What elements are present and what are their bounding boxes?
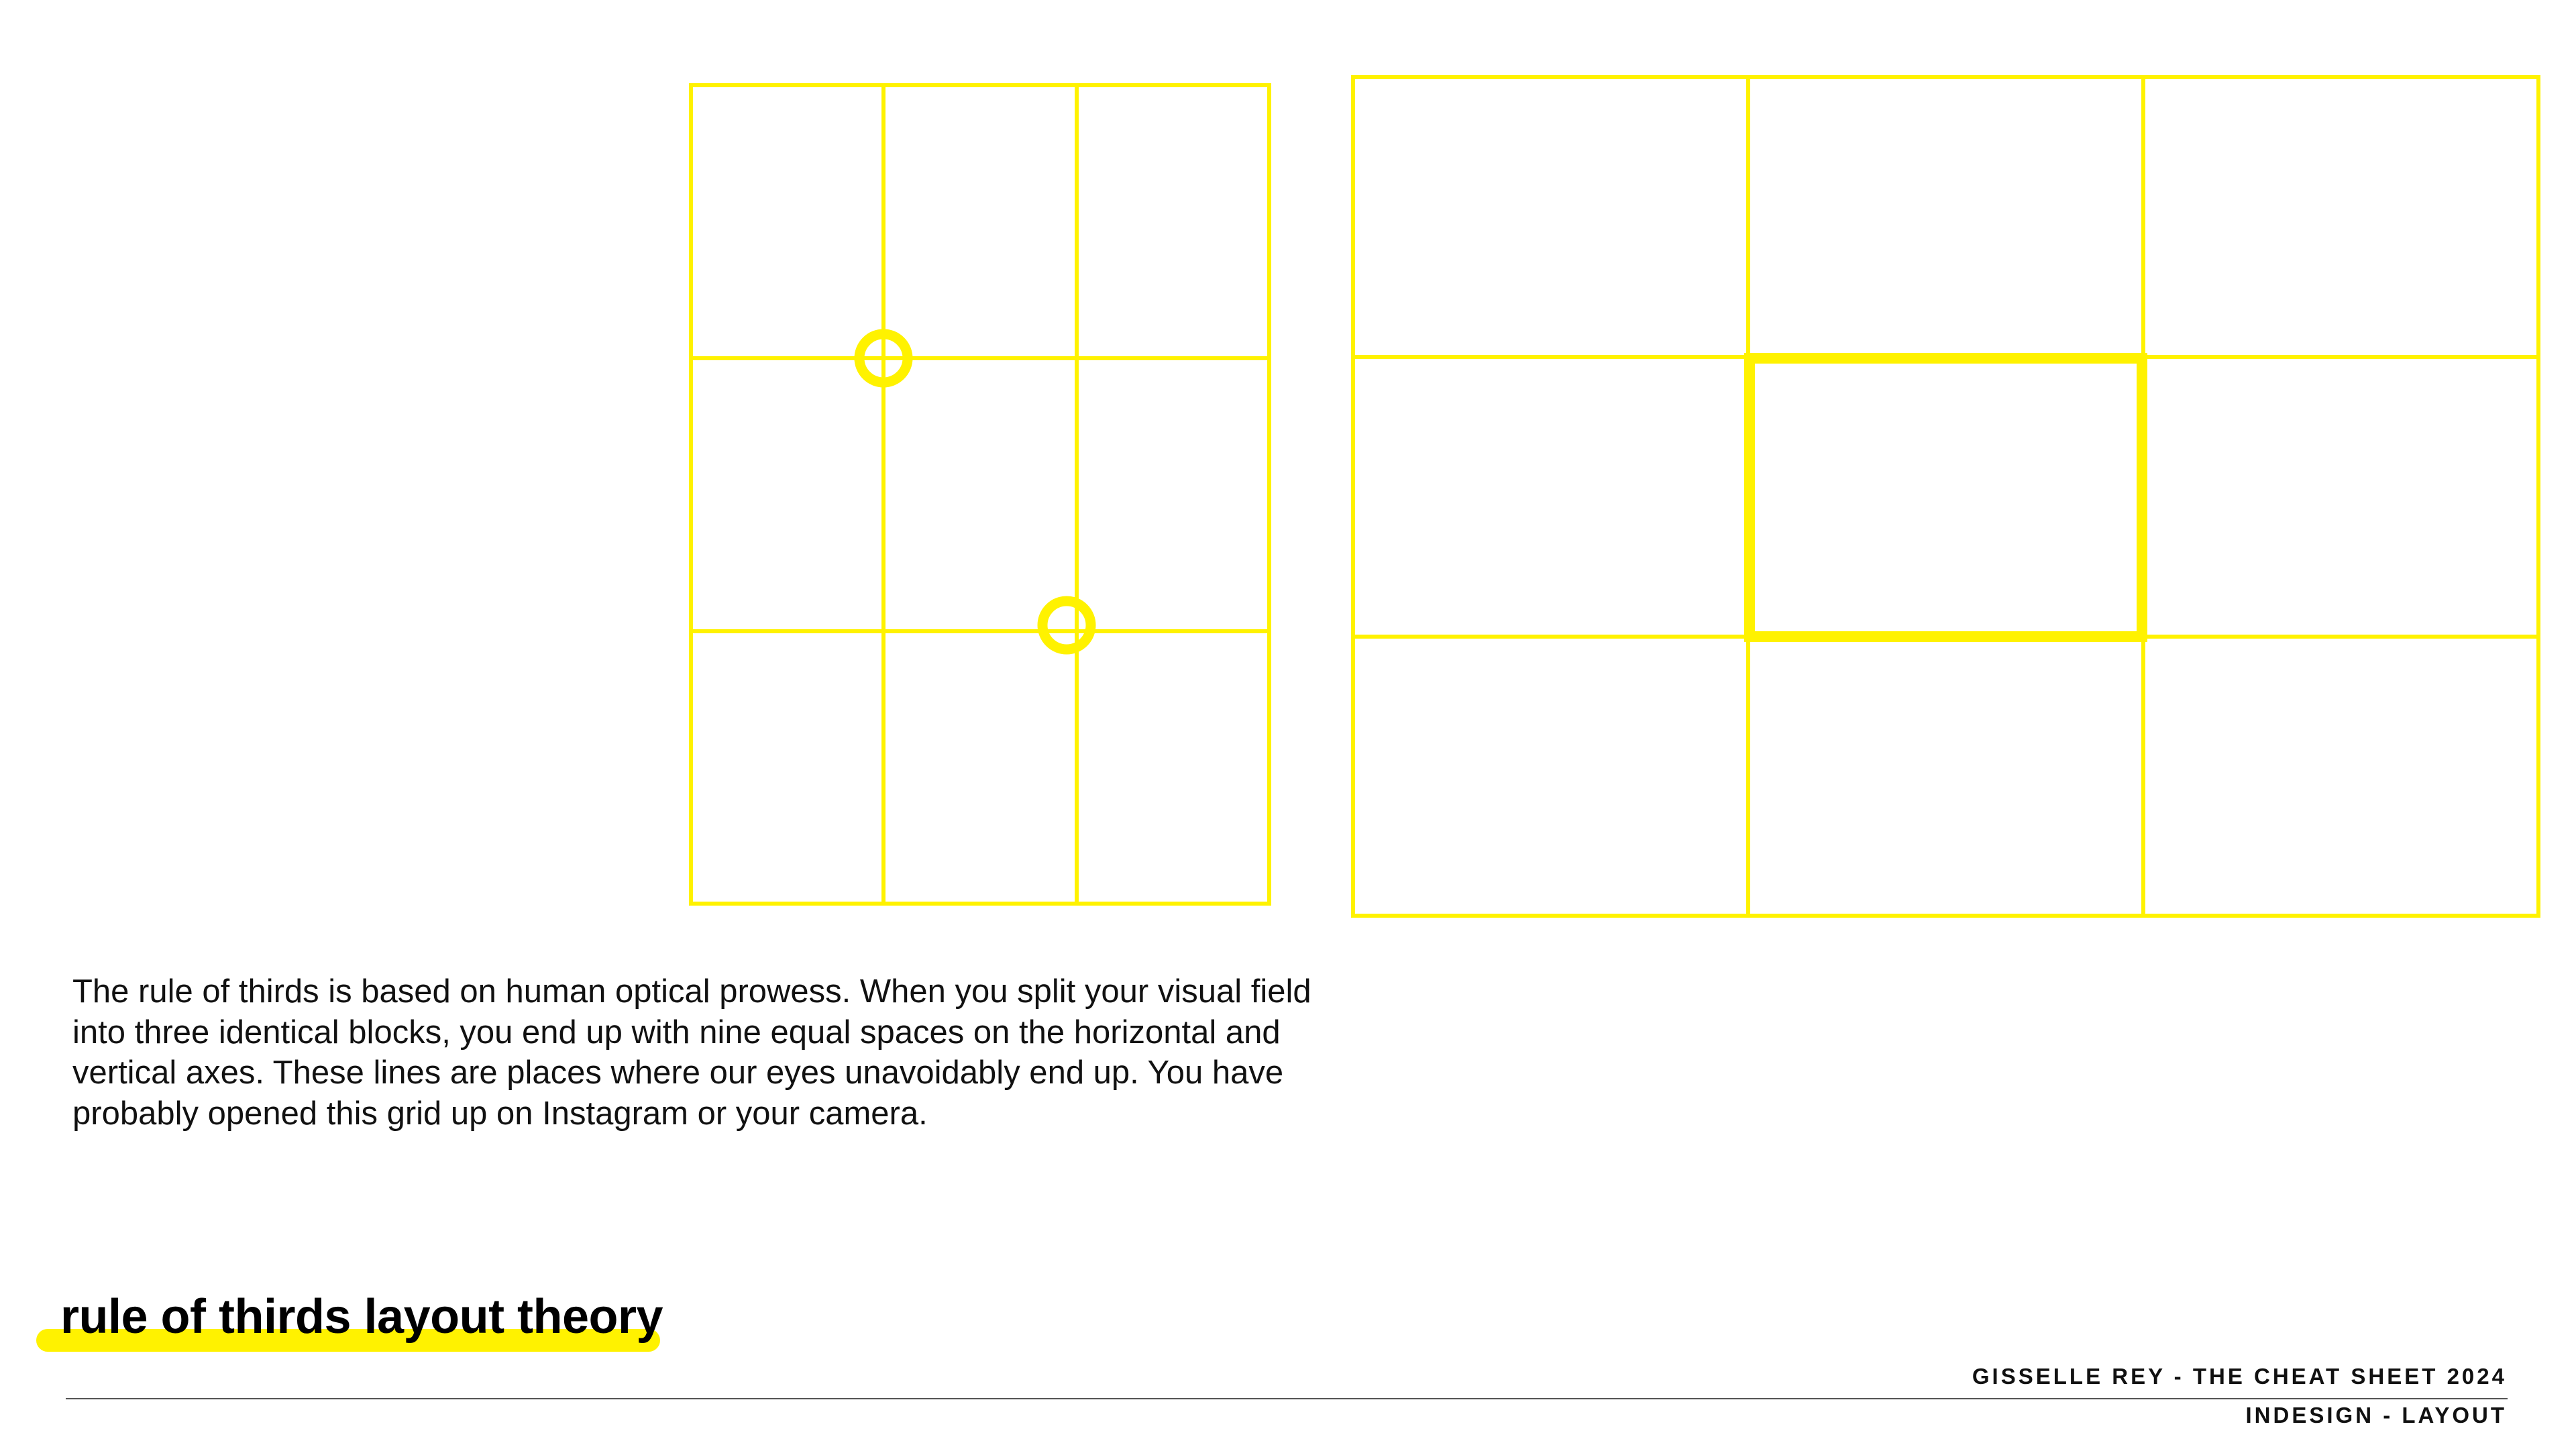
focal-point-marker-bottom-right [1042,601,1091,649]
landscape-grid-frame [1353,77,2538,916]
portrait-thirds-grid [691,85,1269,904]
page-title [36,1287,680,1360]
portrait-grid-frame [691,85,1269,904]
footer-credit: GISSELLE REY - THE CHEAT SHEET 2024 [1972,1364,2507,1389]
landscape-thirds-grid [1353,77,2538,916]
page-title-text: rule of thirds layout theory [60,1290,663,1344]
footer-section-label: INDESIGN - LAYOUT [2245,1403,2507,1428]
body-paragraph: The rule of thirds is based on human optical prowess. When you split your visual field into three identical blocks, you end up with nine equal spaces on the horizontal and vertical axes. These lines are places where our eyes unavoidably end up. You have probably opened this grid up on Instagram or your camera. [72,973,1311,1132]
footer-divider [66,1398,2508,1399]
center-cell-highlight [1750,358,2142,637]
